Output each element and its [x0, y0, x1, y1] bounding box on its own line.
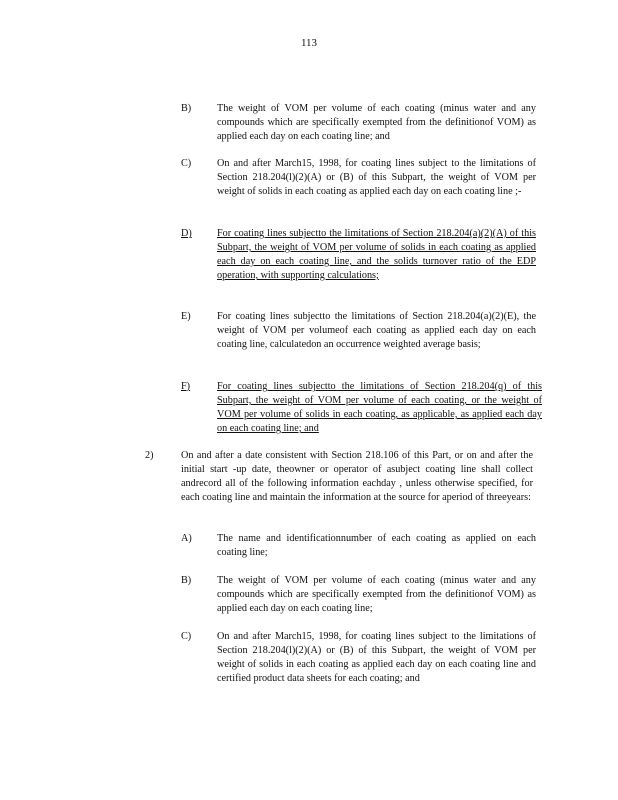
- item-label: F): [181, 381, 191, 392]
- item-label: C): [181, 158, 192, 169]
- item-text: On and after a date consistent with Section 218.106 of this Part, or on and after the initial start -up date, theowner or operator of asubject coating line shall collect andrecord all of the following information eachday , unless otherwise specified, for each coating line and maintain the information at the source for aperiod of threeyears:: [181, 450, 533, 503]
- item-label: B): [181, 103, 192, 114]
- item-label: C): [181, 631, 192, 642]
- item-text: The name and identificationnumber of each coating as applied on each coating line;: [217, 533, 536, 558]
- item-text: The weight of VOM per volume of each coating (minus water and any compounds which are specifically exempted from the definitionof VOM) as applied each day on each coating line; and: [217, 103, 536, 142]
- item-text: For coating lines subjectto the limitations of Section 218.204(a)(2)(E), the weight of VOM per volumeof each coating as applied each day on each coating line, calculatedon an occurrence weighted average basis;: [217, 311, 536, 350]
- item-label: D): [181, 228, 192, 239]
- item-text: The weight of VOM per volume of each coating (minus water and any compounds which are specifically exempted from the definitionof VOM) as applied each day on each coating line;: [217, 575, 536, 614]
- item-label: B): [181, 575, 192, 586]
- page-number: 113: [300, 37, 318, 49]
- item-label: A): [181, 533, 192, 544]
- item-label: 2): [145, 450, 154, 461]
- item-label: E): [181, 311, 191, 322]
- item-text: On and after March15, 1998, for coating lines subject to the limitations of Section 218.204(l)(2)(A) or (B) of this Subpart, the weight of VOM per weight of solids in each coating as applied each day on each coating line ;-: [217, 158, 536, 197]
- item-text: For coating lines subjectto the limitations of Section 218.204(q) of this Subpart, the weight of VOM per volume of each coating, or the weight of VOM per volume of solids in each coating, as applicable, as applied each day on each coating line; and: [217, 381, 542, 434]
- item-text: On and after March15, 1998, for coating lines subject to the limitations of Section 218.204(l)(2)(A) or (B) of this Subpart, the weight of VOM per weight of solids in each coating as applied each day on each coating line and certified product data sheets for each coating; and: [217, 631, 536, 684]
- item-text: For coating lines subjectto the limitations of Section 218.204(a)(2)(A) of this Subpart, the weight of VOM per volume of solids in each coating as applied each day on each coating line, and the solids turnover ratio of the EDP operation, with supporting calculations;: [217, 228, 536, 281]
